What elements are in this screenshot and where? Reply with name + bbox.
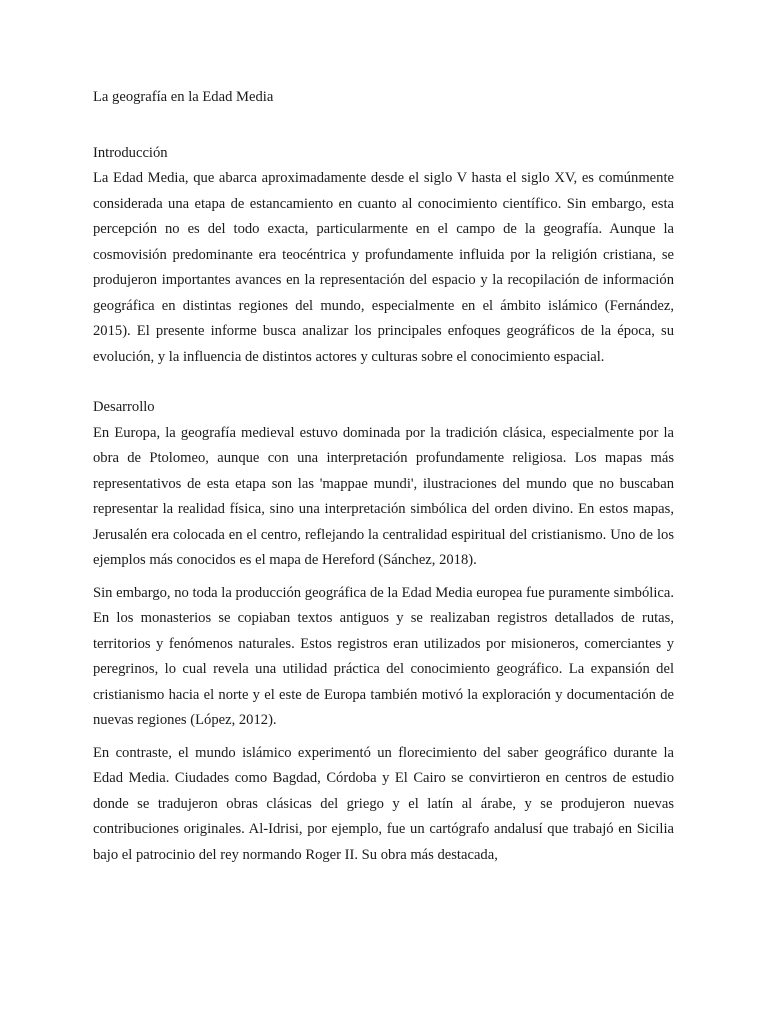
section-spacer — [93, 370, 674, 395]
section-heading-introduccion: Introducción — [93, 144, 168, 161]
section-desarrollo — [93, 395, 674, 868]
document-body — [93, 85, 674, 868]
section-introduccion — [93, 141, 674, 371]
paragraph-desarrollo-3: En contraste, el mundo islámico experimentó un florecimiento del saber geográfico durante la Edad Media. Ciudades como Bagdad, Córdoba y El Cairo se convirtieron en centros de estudio donde se tradujeron obras clásicas del griego y el latín al árabe, y se produjeron nuevas contribuciones originales. Al-Idrisi, por ejemplo, fue un cartógrafo andalusí que trabajó en Sicilia bajo el patrocinio del rey normando Roger II. Su obra más destacada, — [93, 744, 674, 863]
paragraph-introduccion: La Edad Media, que abarca aproximadamente desde el siglo V hasta el siglo XV, es comúnmente considerada una etapa de estancamiento en cuanto al conocimiento científico. Sin embargo, esta percepción no es del todo exacta, particularmente en el campo de la geografía. Aunque la cosmovisión predominante era teocéntrica y profundamente influida por la religión cristiana, se produjeron importantes avances en la representación del espacio y la recopilación de información geográfica en distintas regiones del mundo, especialmente en el ámbito islámico (Fernández, 2015). El presente informe busca analizar los principales enfoques geográficos de la época, su evolución, y la influencia de distintos actores y culturas sobre el conocimiento espacial. — [93, 170, 674, 365]
paragraph-desarrollo-2: Sin embargo, no toda la producción geográfica de la Edad Media europea fue puramente simbólica. En los monasterios se copiaban textos antiguos y se realizaban registros detallados de rutas, territorios y fenómenos naturales. Estos registros eran utilizados por misioneros, comerciantes y peregrinos, lo cual revela una utilidad práctica del conocimiento geográfico. La expansión del cristianismo hacia el norte y el este de Europa también motivó la exploración y documentación de nuevas regiones (López, 2012). — [93, 584, 674, 728]
document-title: La geografía en la Edad Media — [93, 89, 274, 105]
section-heading-desarrollo: Desarrollo — [93, 399, 155, 415]
paragraph-desarrollo-1: En Europa, la geografía medieval estuvo dominada por la tradición clásica, especialmente por la obra de Ptolomeo, aunque con una interpretación profundamente religiosa. Los mapas más representativos de esta etapa son las 'mappae mundi', ilustraciones del mundo que no buscaban representar la realidad física, sino una interpretación simbólica del orden divino. En estos mapas, Jerusalén era colocada en el centro, reflejando la centralidad espiritual del cristianismo. Uno de los ejemplos más conocidos es el mapa de Hereford (Sánchez, 2018). — [93, 424, 674, 568]
